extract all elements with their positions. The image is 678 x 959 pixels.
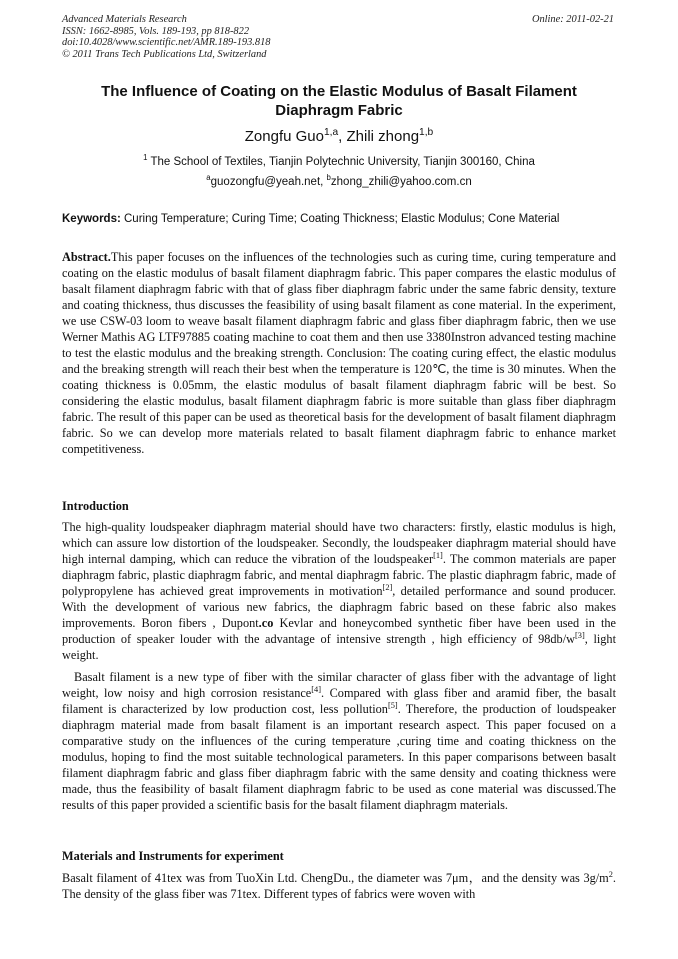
section-heading-materials: Materials and Instruments for experiment bbox=[62, 849, 284, 863]
author-separator: , bbox=[338, 128, 347, 145]
email-link[interactable]: guozongfu@yeah.net, bbox=[210, 176, 327, 188]
journal-name: Advanced Materials Research bbox=[62, 14, 187, 25]
paragraph-text: . Therefore, the production of loudspeaker diaphragm material made from basalt filament is an important research aspect. This paper focused on a comparative study on the influences of the curing temperature ,curing time and coating thickness on the modulus, hoping to find the most suitable technological parameters. In this paper comparisons between basalt filament diaphragm fabric and glass fiber diaphragm fabric with the same density and coating thickness were made, thus the feasibility of basalt filament diaphragm fabric to be used as cone material was discussed.The results of this paper provided a scientific basis for the basalt filament diaphragm materials. bbox=[62, 702, 616, 812]
paragraph-text: Basalt filament is a new type of fiber with the similar character of glass fiber with the advantage of light weight, low noisy and high corrosion resistance bbox=[62, 670, 616, 700]
introduction-paragraph bbox=[62, 519, 616, 663]
keywords-label: Keywords: bbox=[62, 213, 121, 225]
affiliation-text: The School of Textiles, Tianjin Polytechnic University, Tianjin 300160, China bbox=[147, 156, 535, 168]
author-name: Zongfu Guo bbox=[244, 128, 324, 145]
author-sup: 1,b bbox=[419, 127, 434, 138]
copyright-line: © 2011 Trans Tech Publications Ltd, Switzerland bbox=[62, 48, 267, 60]
section-heading-introduction: Introduction bbox=[62, 499, 129, 513]
paragraph-text: . The common materials are paper diaphragm fabric, plastic diaphragm fabric, and mental diaphragm fabric. The plastic diaphragm fabric, made of polypropylene has achieved great improvements in motivation bbox=[62, 552, 617, 598]
introduction-paragraph bbox=[62, 669, 616, 813]
author-emails bbox=[62, 173, 616, 188]
citation-ref[interactable]: [3] bbox=[575, 630, 585, 640]
journal-header bbox=[62, 14, 270, 60]
paragraph-text: Kevlar and honeycombed synthetic fiber have been used in the production of speaker louder with the advantage of intensive strength , high efficiency of 98db/w bbox=[62, 616, 616, 646]
paper-title: The Influence of Coating on the Elastic Modulus of Basalt Filament Diaphragm Fabric bbox=[101, 83, 577, 119]
online-date: Online: 2011-02-21 bbox=[531, 14, 614, 25]
author-list bbox=[62, 128, 616, 145]
abstract bbox=[62, 249, 616, 457]
paragraph-bold: .co bbox=[258, 616, 274, 630]
citation-ref[interactable]: [2] bbox=[382, 582, 393, 592]
affiliation bbox=[62, 153, 616, 168]
keywords-text: Curing Temperature; Curing Time; Coating Thickness; Elastic Modulus; Cone Material bbox=[120, 213, 560, 225]
author-sup: 1,a bbox=[323, 127, 339, 138]
citation-ref[interactable]: [1] bbox=[433, 550, 443, 560]
email-sup: a bbox=[206, 173, 211, 183]
email-sup: b bbox=[326, 173, 331, 183]
paragraph-text: . Compared with glass fiber and aramid fiber, the basalt filament is characterized by low production cost, less pollution bbox=[62, 686, 617, 716]
email-link[interactable]: zhong_zhili@yahoo.com.cn bbox=[330, 176, 472, 188]
doi-line: doi:10.4028/www.scientific.net/AMR.189-193.818 bbox=[62, 37, 271, 49]
paragraph-text: Basalt filament of 41tex was from TuoXin Ltd. ChengDu., the diameter was 7μm，and the density was 3g/m bbox=[62, 871, 609, 885]
issn-line: ISSN: 1662-8985, Vols. 189-193, pp 818-822 bbox=[62, 25, 250, 37]
paragraph-text: , detailed performance and sound producer. With the development of various new fabrics, the diaphragm fabric based on these fabric also makes improvements. Boron fibers , Dupont bbox=[62, 584, 616, 630]
abstract-label: Abstract. bbox=[62, 250, 111, 264]
unit-sup: 2 bbox=[608, 869, 613, 879]
author-name: Zhili zhong bbox=[346, 128, 420, 145]
materials-paragraph bbox=[62, 870, 616, 902]
paragraph-text: The high-quality loudspeaker diaphragm material should have two characters: firstly, elastic modulus is high, which can assure low distortion of the loudspeaker. Secondly, the loudspeaker diaphragm material should have high internal damping, which can reduce the vibration of the loudspeaker bbox=[62, 520, 616, 566]
paragraph-text: , light weight. bbox=[62, 632, 616, 662]
abstract-text: This paper focuses on the influences of the technologies such as curing time, curing temperature and coating on the elastic modulus of basalt filament diaphragm fabric. This paper compares the elastic modulus of basalt filament diaphragm fabric with that of glass fiber diaphragm fabric under the same fabric density, texture and coating thickness, thus discusses the feasibility of using basalt filament as cone material. In the experiment, we use CSW-03 loom to weave basalt filament diaphragm fabric and glass fiber diaphragm fabric, then we use Werner Mathis AG LTF97885 coating machine to coat them and then use 3380Instron advanced testing machine to test the elastic modulus and the breaking strength. Conclusion: The coating curing effect, the elastic modulus and the breaking strength will reach their best when the temperature is 120℃, the time is 30 minutes. When the coating thickness is 0.05mm, the elastic modulus of basalt filament diaphragm fabric will be best. So considering the elastic modulus, basalt filament diaphragm fabric is more suitable than glass fiber diaphragm fabric. The result of this paper can be used as theoretical basis for the development of basalt filament diaphragm fabric. So we can develop more materials related to basalt filament diaphragm fabric to enhance market competitiveness. bbox=[62, 250, 616, 456]
affiliation-sup: 1 bbox=[143, 153, 148, 163]
citation-ref[interactable]: [4] bbox=[311, 684, 322, 694]
citation-ref[interactable]: [5] bbox=[387, 700, 398, 710]
paragraph-text: . The density of the glass fiber was 71tex. Different types of fabrics were woven with bbox=[62, 871, 616, 901]
keywords bbox=[62, 213, 616, 225]
